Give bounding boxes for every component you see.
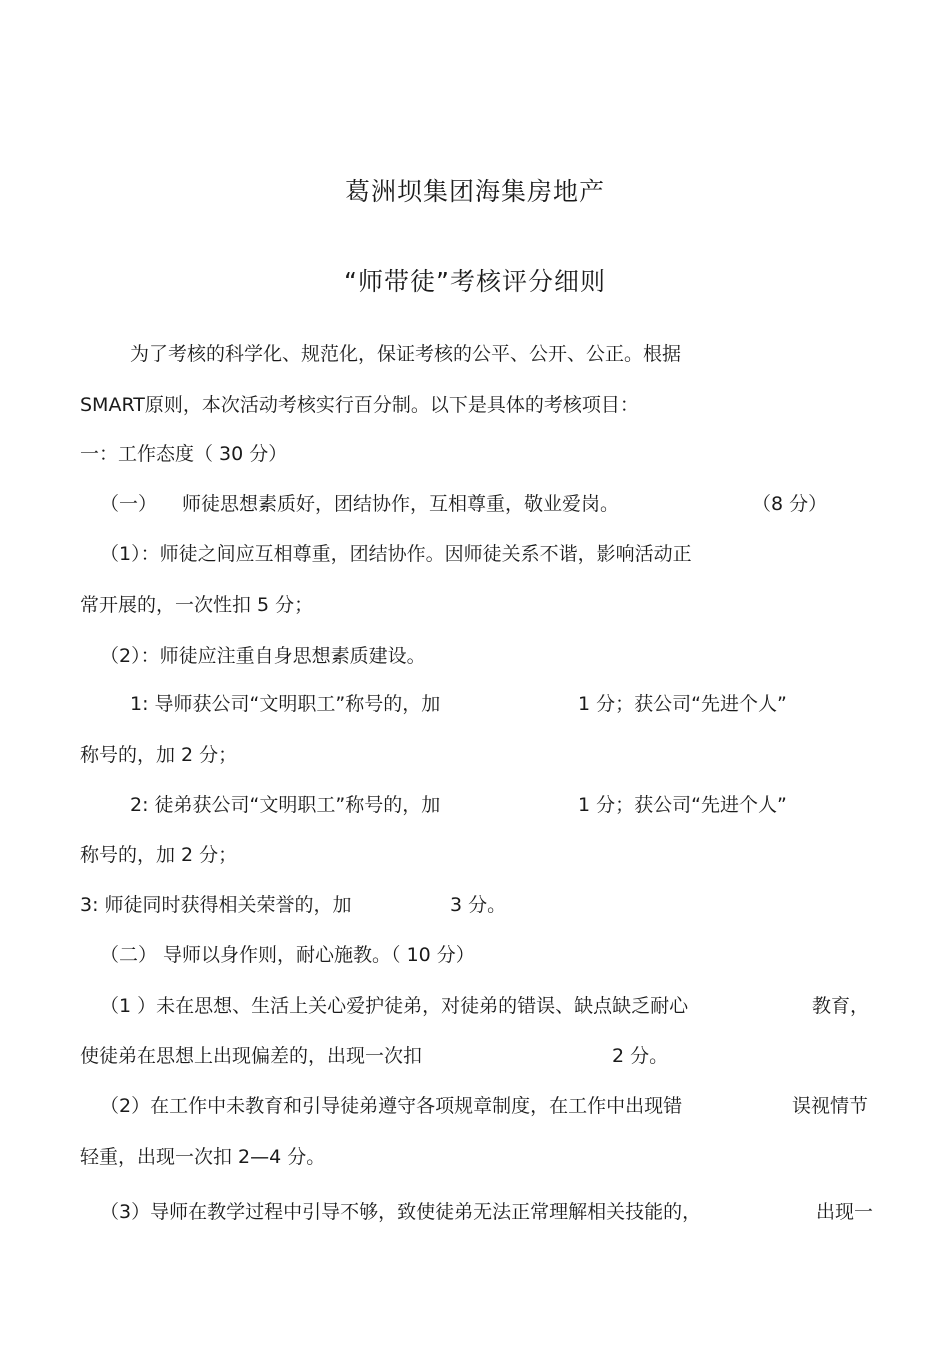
sub2-item-2-tail: 误视情节 (792, 1095, 869, 1117)
item-2-line: （2）：师徒应注重自身思想素质建设。 (100, 645, 426, 667)
subsection-1-heading (0, 492, 950, 516)
document-title-rules: “师带徒”考核评分细则 (344, 267, 606, 296)
sub2-item-2-line-2: 轻重，出现一次扣 2—4 分。 (80, 1146, 326, 1168)
document-title-company: 葛洲坝集团海集房地产 (344, 177, 605, 206)
point-1-continuation: 称号的，加 2 分； (80, 744, 238, 766)
sub2-item-3-tail: 出现一 (816, 1201, 874, 1223)
sub2-item-1-line-1 (0, 994, 950, 1018)
subsection-1-label: （一） (100, 493, 158, 515)
sub2-item-1-score: 2 分。 (612, 1045, 669, 1067)
subsection-1-text: 师徒思想素质好，团结协作，互相尊重，敬业爱岗。 (182, 493, 620, 515)
intro-line-2: SMART原则，本次活动考核实行百分制。以下是具体的考核项目： (80, 394, 639, 416)
point-3-line (0, 893, 950, 917)
section-heading-work-attitude: 一：工作态度（ 30 分） (80, 443, 288, 465)
point-3-text: 3: 师徒同时获得相关荣誉的，加 (80, 894, 352, 916)
sub2-item-3-text: （3）导师在教学过程中引导不够，致使徒弟无法正常理解相关技能的， (100, 1201, 702, 1223)
point-2-score: 1 分；获公司“先进个人” (578, 794, 787, 816)
sub2-item-1-tail: 教育， (812, 995, 870, 1017)
point-1-line (0, 692, 950, 716)
point-1-score: 1 分；获公司“先进个人” (578, 693, 787, 715)
point-1-text: 1: 导师获公司“文明职工”称号的，加 (130, 693, 441, 715)
subsection-2-heading: （二） 导师以身作则，耐心施教。（ 10 分） (100, 944, 475, 966)
item-1-line-1: （1）：师徒之间应互相尊重，团结协作。因师徒关系不谐，影响活动正 (100, 543, 692, 565)
intro-line-1: 为了考核的科学化、规范化，保证考核的公平、公开、公正。根据 (130, 343, 682, 365)
point-2-line (0, 793, 950, 817)
point-2-text: 2: 徒弟获公司“文明职工”称号的，加 (130, 794, 441, 816)
subsection-1-score: （8 分） (752, 493, 828, 515)
item-1-line-2: 常开展的，一次性扣 5 分； (80, 594, 314, 616)
sub2-item-1-cont: 使徒弟在思想上出现偏差的，出现一次扣 (80, 1045, 423, 1067)
sub2-item-1-line-2 (0, 1044, 950, 1068)
point-2-continuation: 称号的，加 2 分； (80, 844, 238, 866)
sub2-item-1-text: （1 ）未在思想、生活上关心爱护徒弟，对徒弟的错误、缺点缺乏耐心 (100, 995, 689, 1017)
sub2-item-2-text: （2）在工作中未教育和引导徒弟遵守各项规章制度，在工作中出现错 (100, 1095, 683, 1117)
sub2-item-3-line-1 (0, 1200, 950, 1224)
sub2-item-2-line-1 (0, 1094, 950, 1118)
point-3-score: 3 分。 (450, 894, 507, 916)
